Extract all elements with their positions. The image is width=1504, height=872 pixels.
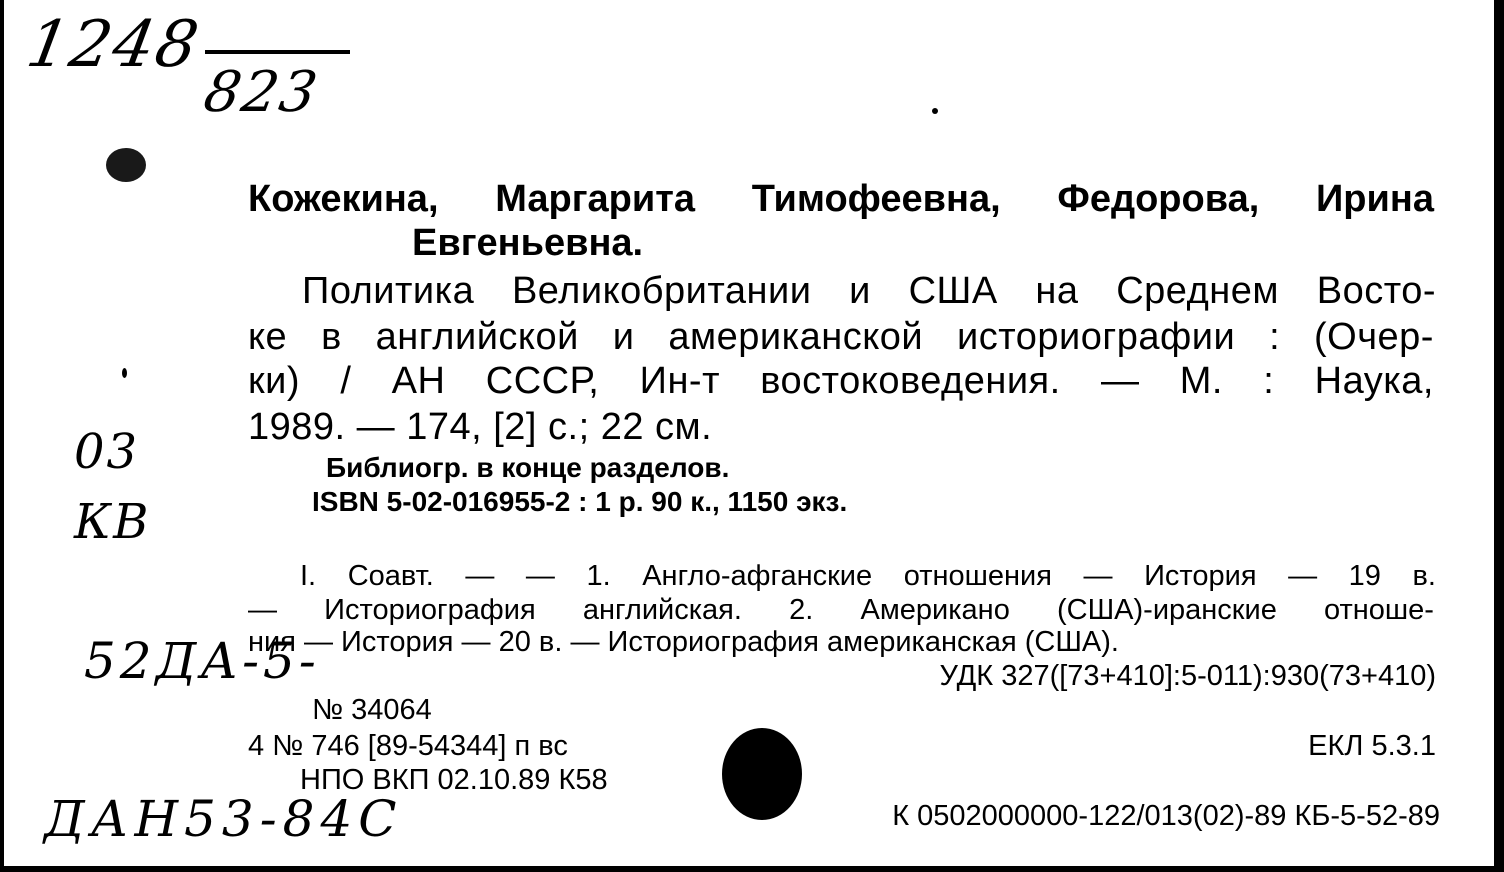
record-number: № 34064 xyxy=(312,694,432,726)
title-word: и xyxy=(612,316,635,358)
title-word: ке xyxy=(248,316,288,358)
ekl-code: ЕКЛ 5.3.1 xyxy=(1308,730,1436,762)
subject-word: 1. xyxy=(586,560,611,592)
isbn-line: ISBN 5-02-016955-2 : 1 р. 90 к., 1150 экз. xyxy=(312,486,848,517)
title-word: Наука, xyxy=(1314,360,1434,402)
ink-smudge xyxy=(106,148,146,182)
title-word: историографии xyxy=(957,316,1236,358)
author-line-1 xyxy=(248,178,1434,221)
handwritten-shelf-mark: 52ДА-5- xyxy=(84,632,320,690)
subject-line-1 xyxy=(300,560,1436,593)
print-order-line: 4 № 746 [89-54344] п вс xyxy=(248,730,568,762)
author-word: Тимофеевна, xyxy=(751,178,1001,220)
title-word: американской xyxy=(668,316,924,358)
title-word: Политика xyxy=(302,270,475,312)
handwritten-code-kb: КВ xyxy=(74,494,151,550)
handwritten-call-subnumber: 823 xyxy=(199,60,324,125)
subject-word: 19 xyxy=(1348,560,1381,592)
title-word: — xyxy=(1100,360,1140,402)
title-word: Великобритании xyxy=(511,270,812,312)
subject-word: — xyxy=(248,594,277,626)
card-bottom-edge xyxy=(0,866,1504,872)
subject-word: I. xyxy=(300,560,317,592)
subject-word: Американо xyxy=(860,594,1010,626)
title-word: / xyxy=(340,360,352,402)
catalog-code: К 0502000000-122/013(02)-89 КБ-5-52-89 xyxy=(892,800,1440,832)
title-word: : xyxy=(1263,360,1275,402)
bibliography-note: Библиогр. в конце разделов. xyxy=(326,452,730,483)
author-word: Федорова, xyxy=(1057,178,1260,220)
subject-word: Историография xyxy=(324,594,536,626)
subject-word: Англо-афганские xyxy=(642,560,873,592)
speck xyxy=(932,108,938,114)
title-word: ки) xyxy=(248,360,301,402)
subject-word: — xyxy=(465,560,495,592)
title-line-3 xyxy=(248,360,1434,403)
title-word: и xyxy=(849,270,871,312)
handwritten-call-number: 1248 xyxy=(21,8,206,82)
title-word: востоковедения. xyxy=(760,360,1061,402)
subject-word: Соавт. xyxy=(347,560,434,592)
title-word: Среднем xyxy=(1116,270,1280,312)
author-line-2: Евгеньевна. xyxy=(412,222,644,264)
title-word: (Очер- xyxy=(1314,316,1434,358)
subject-word: — xyxy=(1288,560,1318,592)
title-word: на xyxy=(1035,270,1079,312)
title-word: СССР, xyxy=(485,360,600,402)
title-word: Восто- xyxy=(1316,270,1436,312)
handwritten-bottom-mark: ДАН53-84С xyxy=(44,790,403,848)
title-word: : xyxy=(1269,316,1281,358)
author-word: Ирина xyxy=(1315,178,1434,220)
subject-word: английская. xyxy=(582,594,742,626)
subject-word: в. xyxy=(1412,560,1436,592)
subject-word: (США)-иранские xyxy=(1057,594,1277,626)
card-right-edge xyxy=(1494,0,1504,872)
handwritten-code-03: 03 xyxy=(74,424,140,480)
subject-word: отношения xyxy=(903,560,1052,592)
author-word: Маргарита xyxy=(495,178,695,220)
title-word: в xyxy=(321,316,342,358)
subject-word: — xyxy=(525,560,555,592)
subject-line-2 xyxy=(248,594,1434,627)
title-word: М. xyxy=(1179,360,1223,402)
title-word: АН xyxy=(391,360,446,402)
npo-line: НПО ВКП 02.10.89 К58 xyxy=(300,764,608,796)
title-line-2 xyxy=(248,316,1434,359)
title-word: Ин-т xyxy=(639,360,720,402)
title-line-4: 1989. — 174, [2] с.; 22 см. xyxy=(248,406,713,448)
title-word: США xyxy=(908,270,998,312)
card-left-edge xyxy=(0,0,4,872)
handwritten-fraction-line xyxy=(205,50,350,54)
udk-classification: УДК 327([73+410]:5-011):930(73+410) xyxy=(939,660,1436,692)
author-word: Кожекина, xyxy=(248,178,439,220)
subject-word: История xyxy=(1144,560,1257,592)
subject-word: — xyxy=(1083,560,1113,592)
speck xyxy=(122,368,127,378)
subject-line-3: ния — История — 20 в. — Историография американская (США). xyxy=(248,626,1119,658)
subject-word: 2. xyxy=(789,594,814,626)
ink-blot xyxy=(722,728,802,820)
subject-word: отноше- xyxy=(1324,594,1434,626)
title-word: английской xyxy=(375,316,579,358)
title-line-1 xyxy=(302,270,1436,313)
